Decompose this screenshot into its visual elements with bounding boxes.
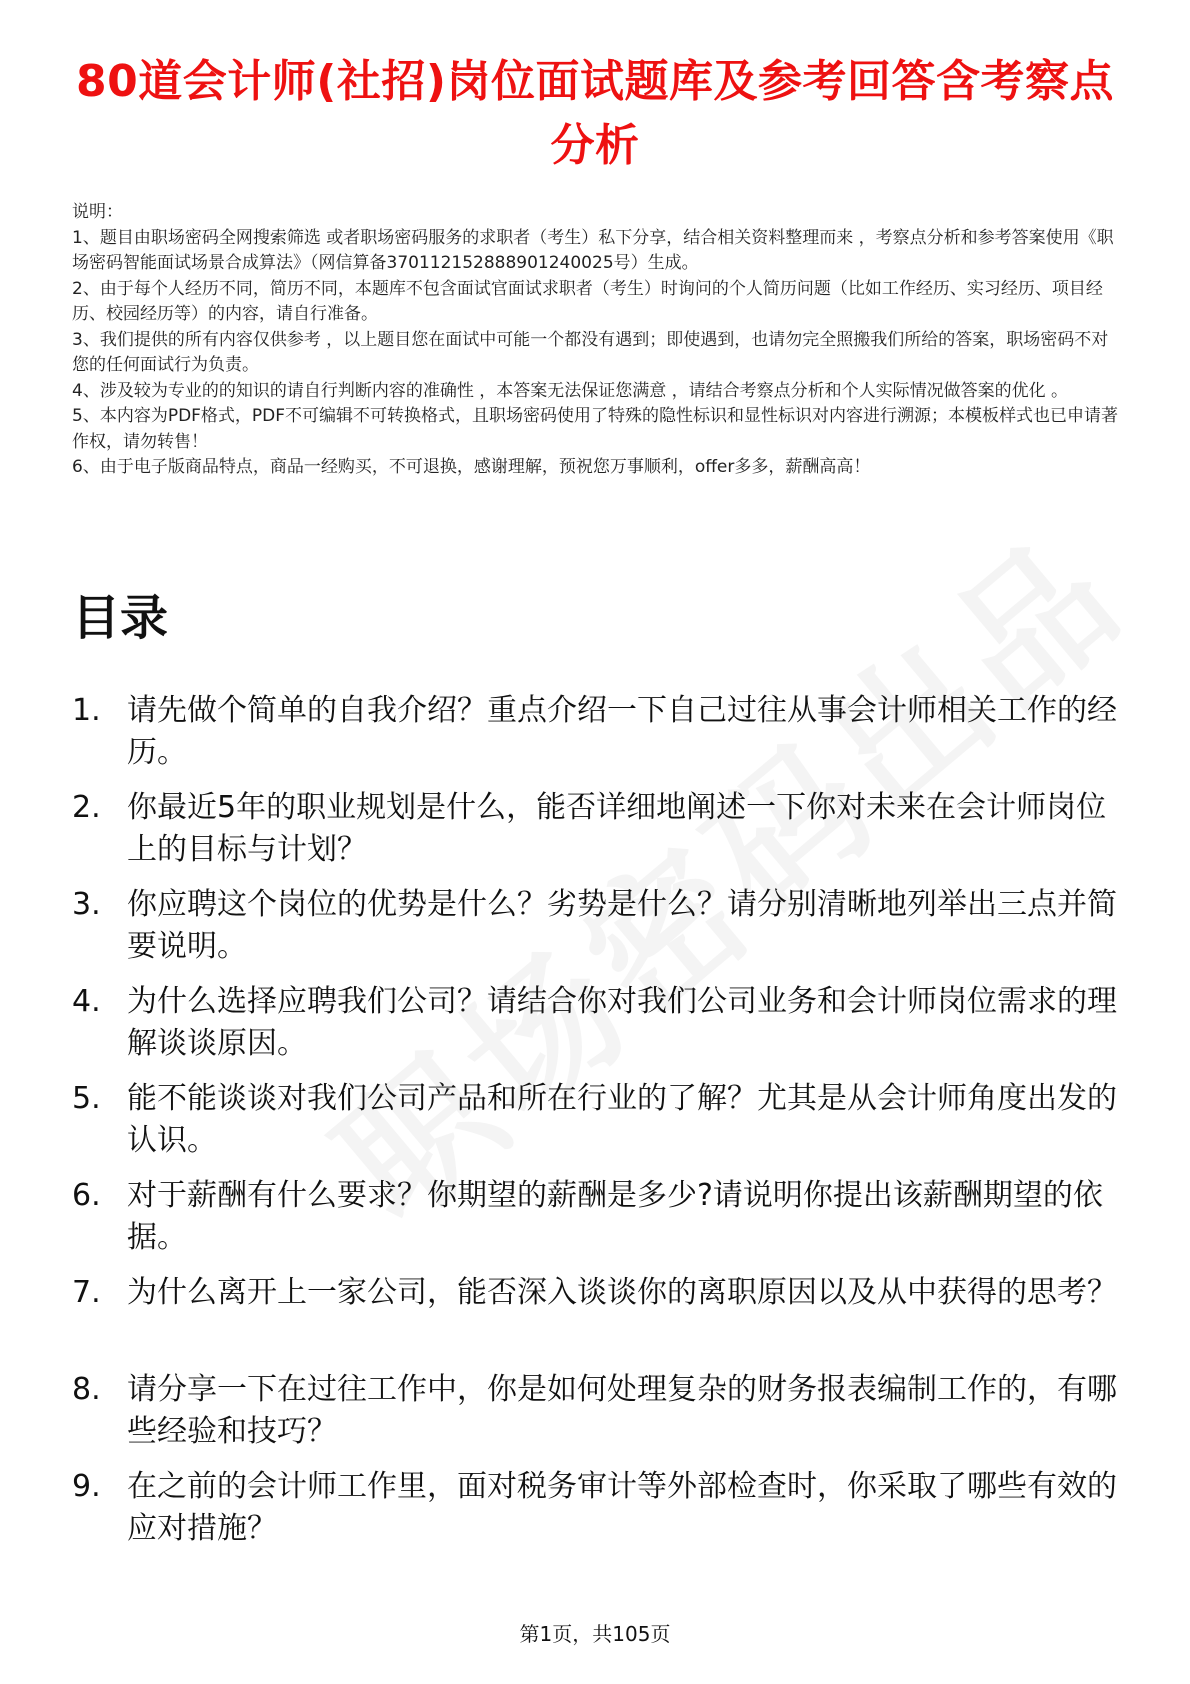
question-item bbox=[72, 787, 1122, 871]
question-text: 请分享一下在过往工作中，你是如何处理复杂的财务报表编制工作的，有哪些经验和技巧？ bbox=[127, 1372, 1117, 1449]
question-text: 你应聘这个岗位的优势是什么？劣势是什么？请分别清晰地列举出三点并简要说明。 bbox=[127, 887, 1117, 964]
question-text: 你最近5年的职业规划是什么，能否详细地阐述一下你对未来在会计师岗位上的目标与计划？ bbox=[127, 790, 1107, 867]
question-number: 2. bbox=[72, 790, 101, 825]
question-text: 对于薪酬有什么要求？你期望的薪酬是多少?请说明你提出该薪酬期望的依据。 bbox=[127, 1178, 1103, 1255]
question-number: 3. bbox=[72, 887, 101, 922]
note-item: 4、涉及较为专业的的知识的请自行判断内容的准确性 ，本答案无法保证您满意 ，请结合考察点分析和个人实际情况做答案的优化 。 bbox=[72, 380, 1069, 401]
question-list bbox=[72, 690, 1122, 1563]
question-text: 请先做个简单的自我介绍？重点介绍一下自己过往从事会计师相关工作的经历。 bbox=[127, 693, 1117, 770]
question-text: 为什么离开上一家公司，能否深入谈谈你的离职原因以及从中获得的思考？ bbox=[127, 1275, 1117, 1310]
note-item: 2、由于每个人经历不同，简历不同，本题库不包含面试官面试求职者（考生）时询问的个人简历问题（比如工作经历、实习经历、项目经历、校园经历等）的内容，请自行准备。 bbox=[72, 278, 1103, 324]
question-number: 8. bbox=[72, 1372, 101, 1407]
toc-heading: 目录 bbox=[72, 590, 169, 646]
note-item: 3、我们提供的所有内容仅供参考 ，以上题目您在面试中可能一个都没有遇到；即使遇到，也请勿完全照搬我们所给的答案，职场密码不对您的任何面试行为负责。 bbox=[72, 329, 1109, 375]
question-item bbox=[72, 884, 1122, 968]
question-item bbox=[72, 1369, 1122, 1453]
question-item bbox=[72, 981, 1122, 1065]
question-number: 4. bbox=[72, 984, 101, 1019]
note-item: 1、题目由职场密码全网搜索筛选 或者职场密码服务的求职者（考生）私下分享，结合相关资料整理而来 ，考察点分析和参考答案使用《职场密码智能面试场景合成算法》（网信算备370112152888901240025号）生成。 bbox=[72, 227, 1114, 273]
notes-label: 说明： bbox=[72, 202, 123, 222]
question-text: 为什么选择应聘我们公司？请结合你对我们公司业务和会计师岗位需求的理解谈谈原因。 bbox=[127, 984, 1117, 1061]
question-number: 9. bbox=[72, 1469, 101, 1504]
page-footer: 第1页，共105页 bbox=[519, 1622, 671, 1646]
question-number: 6. bbox=[72, 1178, 101, 1213]
note-item: 5、本内容为PDF格式，PDF不可编辑不可转换格式，且职场密码使用了特殊的隐性标识和显性标识对内容进行溯源；本模板样式也已申请著作权，请勿转售！ bbox=[72, 406, 1119, 452]
question-item bbox=[72, 1272, 1122, 1356]
question-item bbox=[72, 1078, 1122, 1162]
question-item bbox=[72, 690, 1122, 774]
question-text: 在之前的会计师工作里，面对税务审计等外部检查时，你采取了哪些有效的应对措施？ bbox=[127, 1469, 1117, 1546]
question-item bbox=[72, 1466, 1122, 1550]
note-item: 6、由于电子版商品特点，商品一经购买，不可退换，感谢理解，预祝您万事顺利，offer多多，薪酬高高！ bbox=[72, 457, 871, 477]
notes-section bbox=[72, 200, 1122, 481]
question-number: 7. bbox=[72, 1275, 101, 1310]
question-number: 1. bbox=[72, 693, 101, 728]
question-item bbox=[72, 1175, 1122, 1259]
question-number: 5. bbox=[72, 1081, 101, 1116]
document-title: 80道会计师(社招)岗位面试题库及参考回答含考察点分析 bbox=[76, 56, 1114, 171]
question-text: 能不能谈谈对我们公司产品和所在行业的了解？尤其是从会计师角度出发的认识。 bbox=[127, 1081, 1117, 1158]
